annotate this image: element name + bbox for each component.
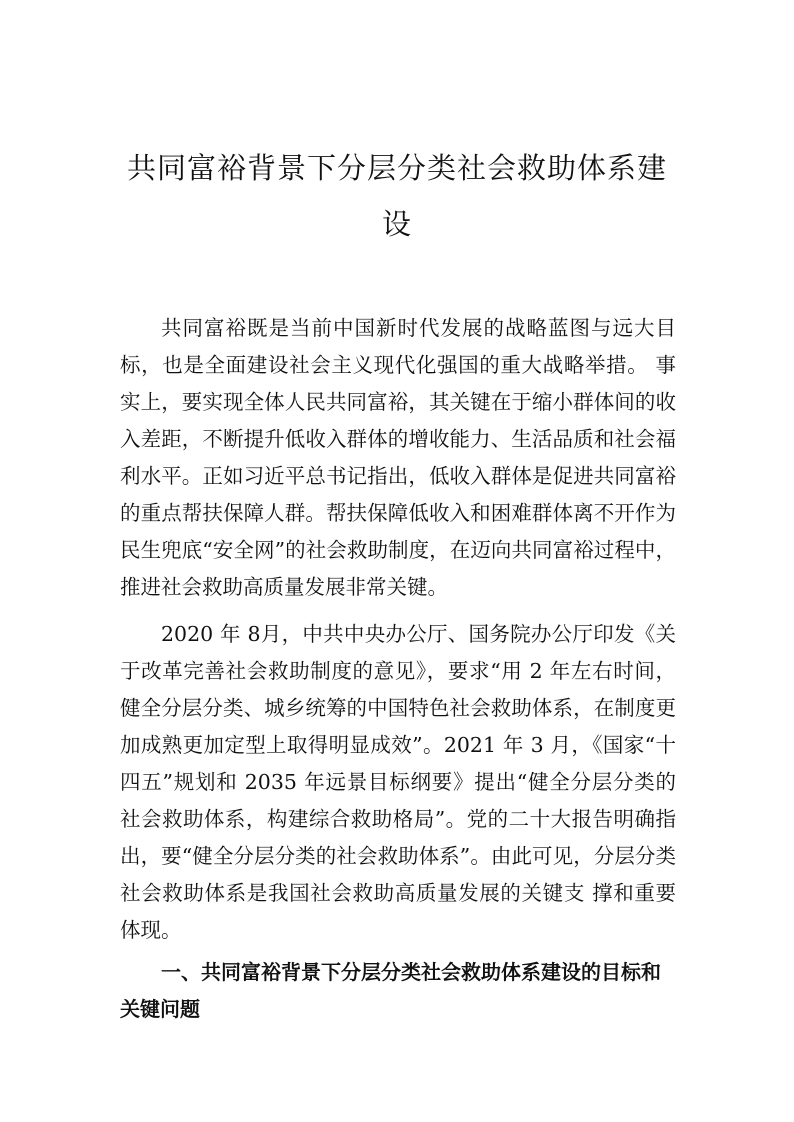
paragraph-intro: 共同富裕既是当前中国新时代发展的战略蓝图与远大目标，也是全面建设社会主义现代化强国的重大战略举措。 事实上，要实现全体人民共同富裕，其关键在于缩小群体间的收入差距，不断提升低收入群体的增收能力、生活品质和社会福利水平。正如习近平总书记指出，低收入群体是促进共同富裕的重点帮扶保障人群。帮扶保障低收入和困难群体离不开作为民生兜底“安全网”的社会救助制度，在迈向共同富裕过程中，推进社会救助高质量发展非常关键。 xyxy=(120,316,676,599)
document-title: 共同富裕背景下分层分类社会救助体系建设 xyxy=(126,151,667,241)
paragraph-policy: 2020 年 8月，中共中央办公厅、国务院办公厅印发《关于改革完善社会救助制度的意见》，要求“用 2 年左右时间，健全分层分类、城乡统筹的中国特色社会救助体系，在制度更加成熟更加定型上取得明显成效”。2021 年 3 月，《国家“十四五”规划和 2035 年远景目标纲要》提出“健全分层分类的社会救助体系，构建综合救助格局”。党的二十大报告明确指出，要“健全分层分类的社会救助体系”。由此可见，分层分类社会救助体系是我国社会救助高质量发展的关键支 撑和重要体现。 xyxy=(120,622,676,942)
section-heading: 一、共同富裕背景下分层分类社会救助体系建设的目标和关键问题 xyxy=(120,960,661,1021)
